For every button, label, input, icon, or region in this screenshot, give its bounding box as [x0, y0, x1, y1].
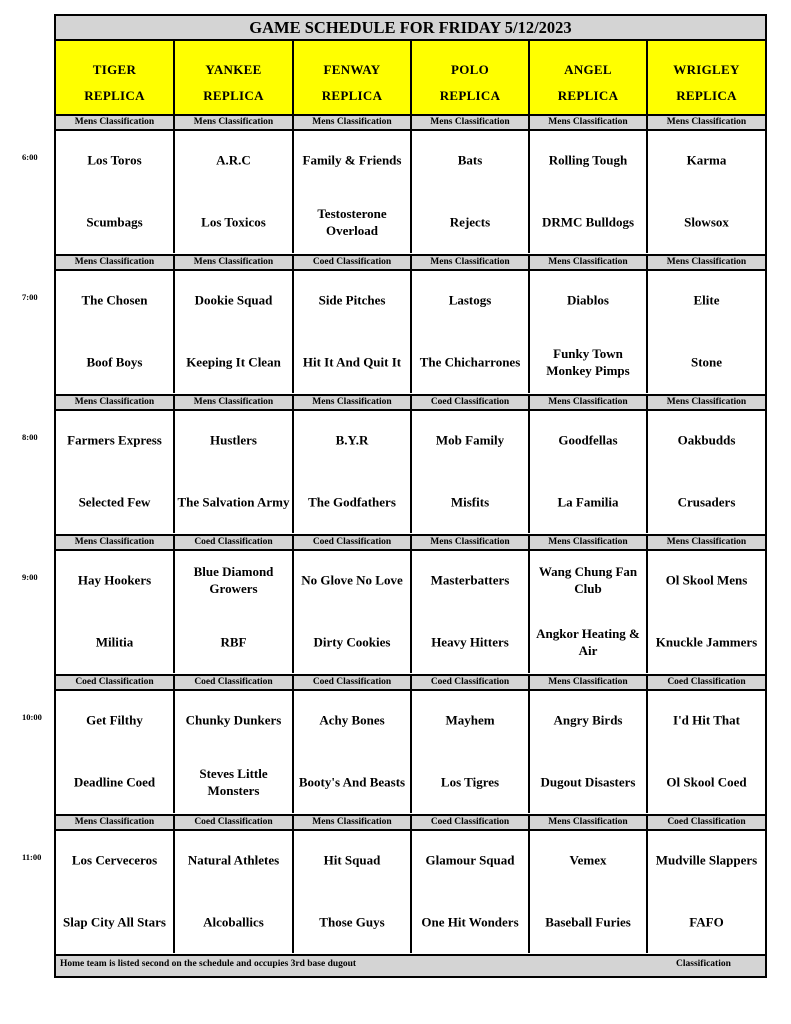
home-team: One Hit Wonders [421, 914, 519, 930]
game-cell [175, 551, 294, 673]
classification-label: Coed Classification [648, 676, 765, 689]
game-cell [648, 691, 765, 813]
away-team: Oakbudds [677, 432, 736, 448]
game-cell [56, 691, 175, 813]
field-subtitle: REPLICA [203, 87, 264, 103]
home-team: Funky Town Monkey Pimps [546, 346, 630, 378]
footer-classification: Classification [676, 959, 731, 969]
game-cell [412, 831, 530, 953]
home-team: Slap City All Stars [63, 914, 166, 930]
classification-label: Coed Classification [175, 816, 294, 829]
away-team: Wang Chung Fan Club [538, 564, 638, 596]
away-team: Blue Diamond Growers [193, 564, 274, 596]
field-name: POLO [450, 61, 490, 77]
game-cell [294, 271, 412, 393]
classification-row [56, 674, 765, 691]
game-cell [412, 411, 530, 533]
page-title: GAME SCHEDULE FOR FRIDAY 5/12/2023 [56, 16, 765, 41]
home-team: Dugout Disasters [540, 774, 636, 790]
classification-label: Mens Classification [175, 396, 294, 409]
game-cell [530, 271, 648, 393]
away-team: Lastogs [448, 292, 492, 308]
classification-label: Mens Classification [412, 256, 530, 269]
away-team: Hay Hookers [77, 572, 152, 588]
game-cell [530, 551, 648, 673]
classification-label: Coed Classification [412, 816, 530, 829]
game-cell [530, 411, 648, 533]
classification-label: Mens Classification [648, 536, 765, 549]
game-cell [175, 691, 294, 813]
away-team: Dookie Squad [194, 292, 273, 308]
home-team: The Chicharrones [419, 354, 521, 370]
field-header-wrigley [648, 41, 765, 124]
classification-label: Mens Classification [56, 256, 175, 269]
time-label: 11:00 [22, 852, 42, 862]
away-team: Hit Squad [323, 852, 381, 868]
classification-row [56, 114, 765, 131]
game-cell [648, 271, 765, 393]
schedule-sheet [54, 14, 767, 978]
classification-label: Mens Classification [530, 116, 648, 129]
home-team: Stone [690, 354, 723, 370]
game-cell [648, 831, 765, 953]
classification-label: Coed Classification [648, 816, 765, 829]
field-name: YANKEE [205, 61, 262, 77]
home-team: Dirty Cookies [313, 634, 391, 650]
home-team: Rejects [449, 214, 491, 230]
game-cell [412, 271, 530, 393]
home-team: RBF [220, 634, 247, 650]
field-header-yankee [175, 41, 294, 124]
field-name: WRIGLEY [673, 61, 740, 77]
game-cell [56, 831, 175, 953]
away-team: Ol Skool Mens [665, 572, 748, 588]
away-team: Goodfellas [558, 432, 618, 448]
game-slot-row [56, 271, 765, 393]
away-team: A.R.C [216, 152, 251, 168]
classification-label: Mens Classification [56, 536, 175, 549]
game-cell [412, 691, 530, 813]
home-team: Ol Skool Coed [666, 774, 747, 790]
field-subtitle: REPLICA [439, 87, 501, 103]
home-team: The Salvation Army [177, 494, 290, 510]
home-team: The Godfathers [308, 494, 396, 510]
classification-label: Mens Classification [56, 816, 175, 829]
classification-label: Mens Classification [412, 116, 530, 129]
time-label: 6:00 [22, 152, 38, 162]
game-slot-row [56, 831, 765, 953]
game-cell [294, 411, 412, 533]
classification-label: Mens Classification [56, 396, 175, 409]
game-cell [175, 271, 294, 393]
away-team: B.Y.R [335, 432, 369, 448]
away-team: Hustlers [210, 432, 257, 448]
home-team: Knuckle Jammers [655, 634, 758, 650]
field-header-polo [412, 41, 530, 124]
classification-label: Coed Classification [294, 256, 412, 269]
home-team: La Familia [557, 494, 619, 510]
game-cell [648, 551, 765, 673]
away-team: Rolling Tough [548, 152, 628, 168]
field-header-tiger [56, 41, 175, 124]
classification-label: Coed Classification [294, 536, 412, 549]
classification-label: Mens Classification [648, 256, 765, 269]
classification-row [56, 534, 765, 551]
classification-label: Mens Classification [175, 256, 294, 269]
home-team: Keeping It Clean [186, 354, 281, 370]
field-name: TIGER [92, 61, 137, 77]
home-team: Alcoballics [203, 914, 264, 930]
game-cell [175, 411, 294, 533]
away-team: Mob Family [435, 432, 505, 448]
away-team: Elite [693, 292, 720, 308]
game-cell [294, 831, 412, 953]
away-team: Diablos [567, 292, 609, 308]
field-header-fenway [294, 41, 412, 124]
home-team: Slowsox [684, 214, 729, 230]
away-team: Achy Bones [319, 712, 385, 728]
home-team: Scumbags [86, 214, 143, 230]
game-cell [294, 691, 412, 813]
classification-label: Mens Classification [530, 396, 648, 409]
home-team: Hit It And Quit It [302, 354, 402, 370]
away-team: Natural Athletes [187, 852, 280, 868]
game-cell [56, 411, 175, 533]
field-name: ANGEL [564, 61, 612, 77]
home-team: Steves Little Monsters [199, 766, 268, 798]
away-team: Side Pitches [318, 292, 386, 308]
game-cell [648, 411, 765, 533]
game-cell [56, 131, 175, 253]
game-cell [412, 131, 530, 253]
away-team: Glamour Squad [425, 852, 515, 868]
classification-row [56, 394, 765, 411]
classification-label: Mens Classification [412, 536, 530, 549]
classification-label: Coed Classification [412, 396, 530, 409]
classification-label: Mens Classification [648, 396, 765, 409]
away-team: Chunky Dunkers [185, 712, 282, 728]
game-cell [175, 831, 294, 953]
home-team: Misfits [450, 494, 490, 510]
game-slot-row [56, 411, 765, 533]
away-team: The Chosen [81, 292, 148, 308]
field-name: FENWAY [323, 61, 381, 77]
classification-label: Mens Classification [294, 396, 412, 409]
home-team: Baseball Furies [545, 914, 631, 930]
away-team: Mudville Slappers [655, 852, 758, 868]
away-team: Get Filthy [86, 712, 143, 728]
game-cell [175, 131, 294, 253]
away-team: Karma [686, 152, 727, 168]
home-team: Booty's And Beasts [298, 774, 406, 790]
classification-label: Coed Classification [56, 676, 175, 689]
home-team: Selected Few [78, 494, 151, 510]
classification-label: Mens Classification [530, 536, 648, 549]
classification-label: Coed Classification [175, 536, 294, 549]
game-cell [294, 131, 412, 253]
classification-row [56, 814, 765, 831]
away-team: Family & Friends [302, 152, 402, 168]
away-team: Los Toros [87, 152, 142, 168]
away-team: Los Cerveceros [71, 852, 158, 868]
away-team: Farmers Express [67, 432, 162, 448]
field-subtitle: REPLICA [84, 87, 145, 103]
classification-label: Mens Classification [530, 676, 648, 689]
footer-bar [56, 954, 765, 976]
classification-label: Mens Classification [648, 116, 765, 129]
game-cell [648, 131, 765, 253]
game-cell [294, 551, 412, 673]
time-label: 10:00 [22, 712, 42, 722]
game-cell [530, 831, 648, 953]
game-slot-row [56, 551, 765, 673]
classification-label: Mens Classification [294, 116, 412, 129]
classification-label: Mens Classification [56, 116, 175, 129]
away-team: No Glove No Love [301, 572, 403, 588]
time-label: 9:00 [22, 572, 38, 582]
away-team: Masterbatters [430, 572, 510, 588]
home-team: Boof Boys [86, 354, 143, 370]
home-team: Crusaders [677, 494, 736, 510]
field-subtitle: REPLICA [321, 87, 383, 103]
classification-row [56, 254, 765, 271]
classification-label: Mens Classification [530, 256, 648, 269]
home-team: Heavy Hitters [431, 634, 509, 650]
away-team: Mayhem [445, 712, 495, 728]
classification-label: Mens Classification [530, 816, 648, 829]
classification-label: Mens Classification [175, 116, 294, 129]
field-subtitle: REPLICA [557, 87, 619, 103]
footer-note: Home team is listed second on the schedule and occupies 3rd base dugout [60, 959, 357, 969]
home-team: Los Toxicos [201, 214, 266, 230]
field-header-angel [530, 41, 648, 124]
game-slot-row [56, 691, 765, 813]
away-team: I'd Hit That [673, 712, 740, 728]
home-team: FAFO [689, 914, 724, 930]
home-team: Angkor Heating & Air [536, 626, 640, 658]
away-team: Angry Birds [553, 712, 623, 728]
home-team: Militia [95, 634, 134, 650]
field-subtitle: REPLICA [676, 87, 737, 103]
time-label: 8:00 [22, 432, 38, 442]
classification-label: Coed Classification [294, 676, 412, 689]
home-team: Los Tigres [440, 774, 500, 790]
game-cell [56, 551, 175, 673]
home-team: Those Guys [319, 914, 385, 930]
classification-label: Coed Classification [412, 676, 530, 689]
home-team: Deadline Coed [73, 774, 156, 790]
game-slot-row [56, 131, 765, 253]
time-label: 7:00 [22, 292, 38, 302]
game-cell [530, 131, 648, 253]
game-cell [56, 271, 175, 393]
game-cell [412, 551, 530, 673]
classification-label: Mens Classification [294, 816, 412, 829]
away-team: Bats [457, 152, 483, 168]
home-team: DRMC Bulldogs [541, 214, 635, 230]
away-team: Vemex [569, 852, 607, 868]
home-team: Testosterone Overload [317, 206, 387, 238]
classification-label: Coed Classification [175, 676, 294, 689]
game-cell [530, 691, 648, 813]
